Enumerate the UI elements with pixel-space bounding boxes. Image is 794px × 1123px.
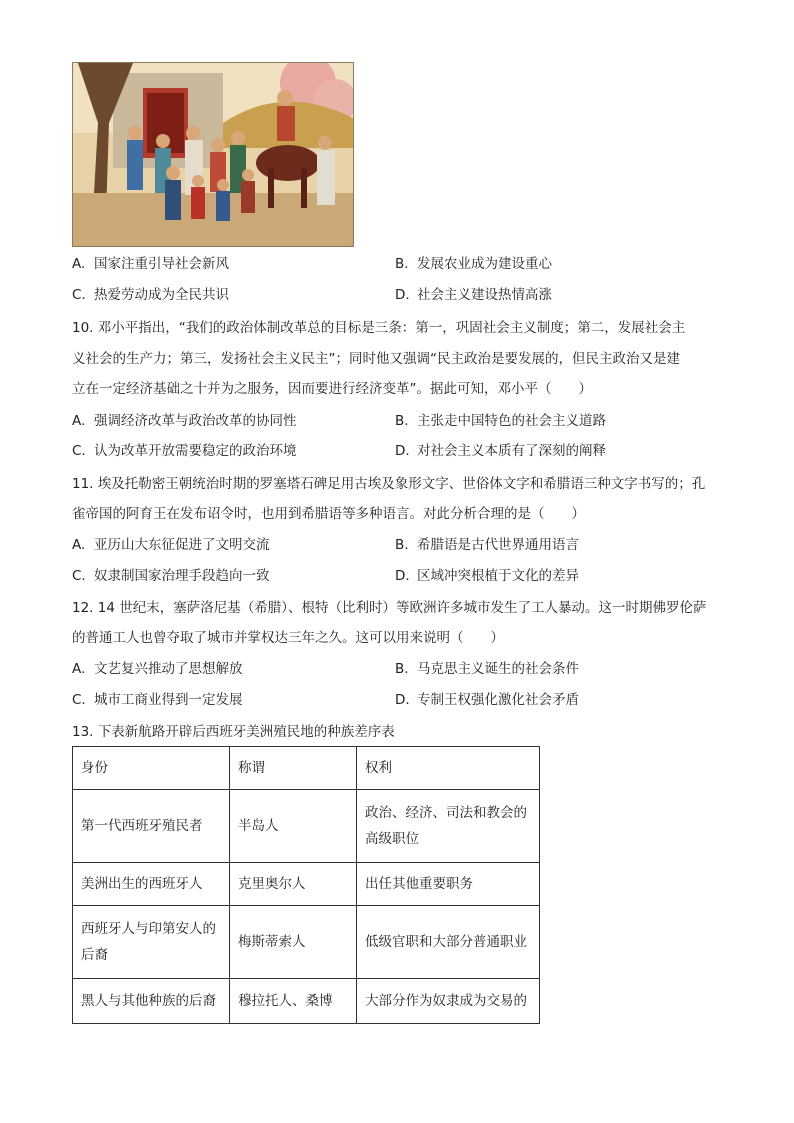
q9-option-d[interactable]: D. 社会主义建设热情高涨: [395, 287, 552, 303]
cell-rights: 出任其他重要职务: [357, 863, 540, 906]
q10-option-c[interactable]: C. 认为改革开放需要稳定的政治环境: [72, 443, 297, 459]
cell-identity: 美洲出生的西班牙人: [73, 863, 230, 906]
q10-stem-line-1: 10. 邓小平指出，“我们的政治体制改革总的目标是三条：第一，巩固社会主义制度；第二，发展社会主: [72, 320, 686, 336]
cell-title: 穆拉托人、桑博: [230, 979, 357, 1024]
cell-rights-line-2: 高级职位: [365, 831, 419, 847]
header-title: 称谓: [230, 747, 357, 790]
q10-option-a[interactable]: A. 强调经济改革与政治改革的协同性: [72, 413, 297, 429]
q11-stem-line-2: 雀帝国的阿育王在发布诏令时，也用到希腊语等多种语言。对此分析合理的是（ ）: [72, 506, 585, 522]
table-header-row: [73, 747, 540, 790]
q11-option-b[interactable]: B. 希腊语是古代世界通用语言: [395, 537, 579, 553]
q12-option-c[interactable]: C. 城市工商业得到一定发展: [72, 692, 243, 708]
header-rights: 权利: [357, 747, 540, 790]
cell-identity: [73, 906, 230, 979]
q13-stem: 13. 下表新航路开辟后西班牙美洲殖民地的种族差序表: [72, 724, 395, 740]
q12-stem-line-1: 12. 14 世纪末，塞萨洛尼基（希腊）、根特（比利时）等欧洲许多城市发生了工人暴动。这一时期佛罗伦萨: [72, 600, 707, 616]
header-identity: 身份: [73, 747, 230, 790]
q9-option-c[interactable]: C. 热爱劳动成为全民共识: [72, 287, 229, 303]
q11-option-a[interactable]: A. 亚历山大东征促进了文明交流: [72, 537, 270, 553]
table-row: [73, 906, 540, 979]
cell-identity: 第一代西班牙殖民者: [73, 790, 230, 863]
q10-stem-line-2: 义社会的生产力；第三，发扬社会主义民主”；同时他又强调“民主政治是要发展的，但民主政治又是建: [72, 351, 680, 367]
table-row: [73, 979, 540, 1024]
q10-option-d[interactable]: D. 对社会主义本质有了深刻的阐释: [395, 443, 606, 459]
q12-stem-line-2: 的普通工人也曾夺取了城市并掌权达三年之久。这可以用来说明（ ）: [72, 630, 504, 646]
table-row: [73, 863, 540, 906]
q12-option-b[interactable]: B. 马克思主义诞生的社会条件: [395, 661, 579, 677]
q9-option-b[interactable]: B. 发展农业成为建设重心: [395, 256, 552, 272]
q12-option-d[interactable]: D. 专制王权强化激化社会矛盾: [395, 692, 579, 708]
cell-rights: 大部分作为奴隶成为交易的: [357, 979, 540, 1024]
cell-title: 半岛人: [230, 790, 357, 863]
q11-stem-line-1: 11. 埃及托勒密王朝统治时期的罗塞塔石碑足用古埃及象形文字、世俗体文字和希腊语三种文字书写的；孔: [72, 476, 706, 492]
q9-option-a[interactable]: A. 国家注重引导社会新风: [72, 256, 229, 272]
cell-title: 梅斯蒂索人: [230, 906, 357, 979]
cell-title: 克里奥尔人: [230, 863, 357, 906]
cell-identity: 黑人与其他种族的后裔: [73, 979, 230, 1024]
q10-option-b[interactable]: B. 主张走中国特色的社会主义道路: [395, 413, 606, 429]
cell-rights: [357, 790, 540, 863]
q11-option-d[interactable]: D. 区域冲突根植于文化的差异: [395, 568, 579, 584]
q12-option-a[interactable]: A. 文艺复兴推动了思想解放: [72, 661, 243, 677]
cell-rights-line-1: 政治、经济、司法和教会的: [365, 805, 527, 821]
village-scene-painting: [73, 63, 353, 246]
cell-identity-line-1: 西班牙人与印第安人的: [81, 921, 216, 937]
cell-rights: 低级官职和大部分普通职业: [357, 906, 540, 979]
cell-identity-line-2: 后裔: [81, 947, 108, 963]
caste-hierarchy-table: [72, 746, 540, 1024]
table-row: [73, 790, 540, 863]
q11-option-c[interactable]: C. 奴隶制国家治理手段趋向一致: [72, 568, 270, 584]
question-9-illustration: [72, 62, 354, 247]
q10-stem-line-3: 立在一定经济基础之十并为之服务，因而要进行经济变革”。据此可知，邓小平（ ）: [72, 381, 592, 397]
